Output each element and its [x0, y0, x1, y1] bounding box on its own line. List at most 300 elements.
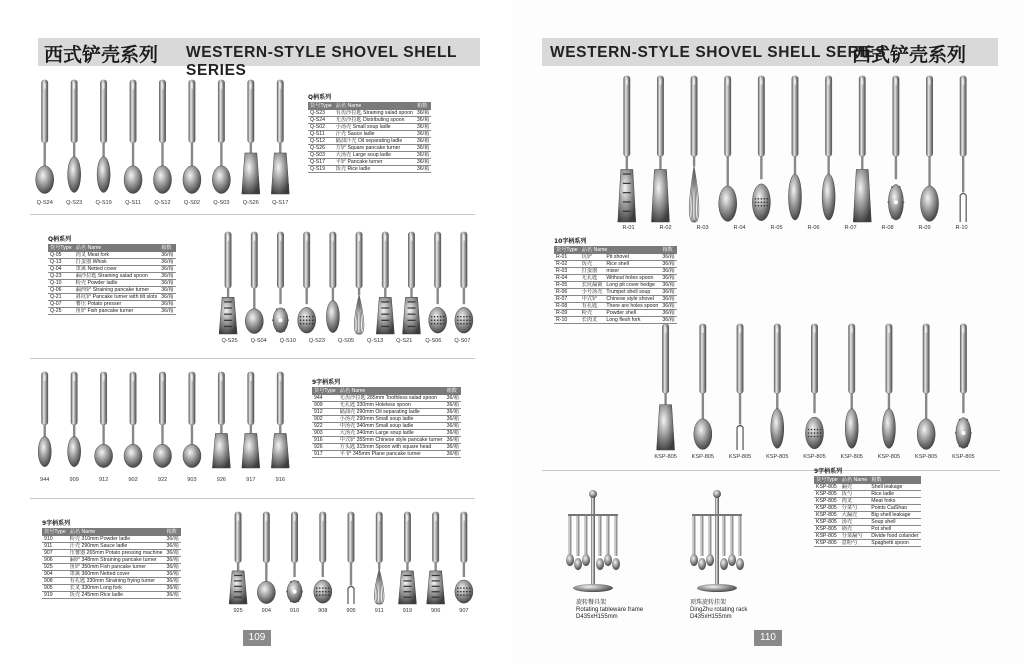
item-code-row [647, 454, 982, 464]
item-code-row [30, 477, 295, 487]
table-cell: 无齿沙拉匙 Distributing spoon [334, 117, 415, 124]
table-cell: 隔油汁壳 Oil separating ladle [334, 138, 415, 145]
table-row [308, 152, 431, 159]
item-code: R-09 [918, 225, 931, 231]
table-cell: 无孔匙 330mm Holeless spoon [338, 402, 445, 409]
item-code: 909 [69, 477, 79, 483]
table-row [42, 550, 181, 557]
table-cell: 有齿沙拉匙 Straining salad spoon [335, 110, 413, 116]
table-cell: Q-07 [48, 301, 74, 308]
table-row [554, 268, 677, 275]
column-header: 箱数 [869, 476, 920, 484]
table-cell: 小汤壳 290mm Small soup ladle [338, 416, 445, 423]
item-code: R-01 [622, 225, 635, 231]
item-code: 903 [187, 477, 197, 483]
table-cell: 36/箱 [446, 416, 459, 422]
item-code: Q-S24 [36, 200, 53, 206]
table-cell: 36/箱 [166, 592, 179, 598]
utensil-ladle [183, 372, 201, 468]
table-cell: 分菜漏勺 [840, 533, 870, 540]
item-code: Q-S23 [66, 200, 83, 206]
table-cell: 锅壳 [840, 526, 870, 533]
stand-size: D435xH155mm [690, 614, 732, 620]
utensil-slotted [398, 512, 416, 604]
utensil-row-9-handle [30, 370, 295, 470]
table-cell: 36/箱 [161, 294, 174, 300]
item-code: KSP-805 [728, 454, 752, 460]
table-cell: 36/箱 [662, 254, 675, 260]
table-row [554, 261, 677, 268]
item-code: Q-S03 [213, 200, 230, 206]
page-number: 109 [243, 630, 271, 646]
item-code: R-10 [955, 225, 968, 231]
table-cell: 925 [42, 564, 68, 571]
column-header: 品名 Name [580, 246, 661, 254]
table-title: Q柄系列 [48, 236, 72, 243]
item-code: Q-S21 [396, 338, 413, 344]
table-cell: 隔油壳 290mm Oil separating ladle [338, 409, 445, 416]
table-cell: 无孔匙 [580, 275, 605, 282]
table-cell: 36/箱 [166, 536, 179, 542]
utensil-row-10-handle [610, 74, 980, 224]
table-cell: 打蛋器 Whisk [74, 259, 160, 266]
utensil-pasta [888, 76, 905, 220]
item-code: Q-S26 [242, 200, 259, 206]
item-code-row [215, 338, 477, 348]
table-cell: 919 [42, 592, 68, 599]
utensil-slotted [427, 512, 445, 604]
item-code: KSP-805 [654, 454, 677, 460]
spec-table [554, 246, 677, 324]
spec-table [308, 102, 431, 173]
item-code: 925 [233, 608, 243, 614]
utensil-turner [651, 76, 669, 222]
table-row [312, 444, 461, 451]
table-cell: 902 [312, 416, 338, 423]
table-cell: 方铲 Square pancake turner [334, 145, 415, 152]
table-row [554, 275, 677, 282]
table-cell: There are holes spoon [606, 303, 659, 309]
table-cell: Q-S03 [308, 152, 334, 159]
table-cell: 910 [42, 536, 68, 543]
table-cell: 大汤壳 Large soup ladle [334, 152, 415, 159]
utensil-slotted [219, 232, 237, 334]
table-cell: Q-S19 [308, 166, 334, 173]
table-cell: 36/箱 [166, 557, 179, 563]
table-row [48, 266, 176, 273]
table-row [814, 505, 921, 512]
utensil-pasta [272, 232, 289, 333]
utensil-stand [566, 490, 620, 592]
table-cell: R-03 [554, 268, 580, 275]
table-cell: KSP-805 [814, 526, 840, 533]
table-cell: Meat forks [869, 498, 920, 505]
table-cell: 薯压 Potato presser [74, 301, 160, 308]
table-cell: Q-S11 [308, 131, 334, 138]
table-cell: 36/箱 [161, 259, 174, 265]
table-cell: 908 [42, 578, 68, 585]
table-cell: KSP-805 [814, 519, 840, 526]
table-cell: 36/箱 [416, 110, 430, 116]
product-table [554, 236, 677, 324]
table-row [42, 585, 181, 592]
table-cell: 36/箱 [161, 280, 174, 286]
table-title: 9字柄系列 [312, 379, 341, 386]
header-title-en: WESTERN-STYLE SHOVEL SHELL SERIES [186, 44, 457, 79]
table-cell: 36/箱 [161, 301, 174, 307]
item-code: Q-S13 [367, 338, 384, 344]
table-cell: Soup shell [869, 519, 920, 526]
item-code: R-04 [733, 225, 746, 231]
table-cell: Q-13 [48, 259, 74, 266]
item-code: 944 [40, 477, 50, 483]
product-table [308, 92, 431, 173]
table-row [554, 303, 677, 310]
utensil-skimmer [314, 512, 332, 603]
table-cell: 36/箱 [662, 289, 675, 295]
stand-caption [576, 600, 643, 621]
table-cell: 方头匙 315mm Spoon with square head [338, 444, 445, 451]
table-row [554, 289, 677, 296]
table-cell: 912 [312, 409, 338, 416]
table-cell: R-06 [554, 289, 580, 296]
table-cell: 905 [42, 585, 68, 592]
table-cell: 鱼铲 Fish pancake turner [74, 308, 160, 315]
table-cell: 饭壳 [580, 261, 605, 268]
table-row [308, 117, 431, 124]
table-cell: 有孔匙 330mm Straining frying turner [68, 578, 165, 585]
table-row [48, 301, 176, 308]
rotating-tableware-frame [558, 486, 628, 596]
item-code: 922 [157, 477, 168, 483]
table-row [48, 259, 176, 266]
table-cell: R-05 [554, 282, 580, 289]
table-cell: 鱼铲 350mm Fish pancake turner [68, 564, 165, 571]
table-cell: 大漏壳 [840, 512, 870, 519]
table-cell: KSP-805 [814, 498, 840, 505]
table-cell: Pot shell [869, 526, 920, 533]
utensil-fork [737, 324, 743, 450]
table-cell: 36/箱 [416, 138, 430, 144]
table-cell: Q-23 [48, 273, 74, 280]
table-row [554, 282, 677, 289]
table-cell: Q-06 [48, 287, 74, 294]
utensil-turner [853, 76, 871, 222]
item-code: 902 [128, 477, 138, 483]
table-cell: Q-21 [48, 294, 74, 301]
table-cell: 肉叉 [840, 498, 870, 505]
table-cell: Big shell leakage [869, 512, 920, 519]
item-code: R-06 [807, 225, 820, 231]
product-table [48, 234, 176, 315]
item-code: 904 [261, 608, 271, 614]
table-cell: Long pit cover hedge [604, 282, 660, 289]
table-cell: 36/箱 [416, 152, 430, 158]
stand-name-cn: 顶珠旋转挂架 [690, 600, 727, 606]
table-cell: R-01 [554, 254, 580, 261]
table-cell: 926 [312, 444, 338, 451]
utensil-skimmer [455, 512, 473, 603]
table-cell: 饭壳 Rice ladle [334, 166, 415, 173]
table-cell: Q-S23 [308, 110, 334, 117]
table-cell: 漏铲 348mm Straining pancake turner [68, 557, 165, 564]
utensil-ladle [183, 80, 201, 193]
table-cell: 944 [312, 395, 338, 402]
table-cell: Q-S26 [308, 145, 334, 152]
table-row [814, 491, 921, 498]
item-code: Q-S17 [272, 200, 289, 206]
table-cell: Trumpet shell soup [604, 289, 660, 296]
table-cell: 意粉勺 [840, 540, 870, 547]
table-cell: 36/箱 [446, 409, 459, 415]
item-code: 910 [289, 608, 300, 614]
table-cell: 36/箱 [662, 282, 675, 288]
utensil-slotted [229, 512, 247, 604]
table-row [312, 437, 461, 444]
table-row [48, 308, 176, 315]
table-cell: 36/箱 [161, 273, 174, 279]
column-header: 货号Type [556, 247, 578, 253]
table-row [48, 294, 176, 301]
table-cell: Spaghetti spoon [869, 540, 920, 547]
spec-table [48, 244, 176, 315]
utensil-ladle [212, 80, 230, 193]
utensil-slotted [403, 232, 421, 334]
item-code: 926 [216, 477, 227, 483]
table-cell: 漏壳 [840, 484, 870, 491]
table-cell: 36/箱 [446, 437, 459, 443]
table-cell: 肉叉 Meat fork [74, 252, 160, 259]
table-cell: 中式铲 355mm Chinese style pancake turner [339, 437, 443, 443]
table-cell: 罩篱 360mm Netted cover [68, 571, 165, 578]
item-code: R-08 [881, 225, 894, 231]
table-row [814, 512, 921, 519]
header-title-cn: 西式铲壳系列 [44, 44, 159, 66]
utensil-ladle [124, 80, 142, 193]
utensil-spoon [38, 372, 51, 467]
item-code: Q-S06 [425, 338, 442, 344]
table-cell: Chinese style shovel [604, 296, 660, 303]
table-row [42, 557, 181, 564]
utensil-turner [657, 324, 675, 450]
table-cell: 36/箱 [446, 395, 459, 401]
utensil-stand [690, 490, 744, 592]
stand-name-cn: 旋转餐具架 [576, 600, 607, 606]
table-cell: Q-S24 [308, 117, 334, 124]
table-cell: 汁壳 290mm Sauce ladle [68, 543, 165, 550]
table-cell: 36/箱 [166, 550, 179, 556]
table-cell: 坑铲 [580, 254, 605, 261]
item-code: Q-S25 [221, 338, 238, 344]
item-code: KSP-805 [691, 454, 715, 460]
item-code: KSP-805 [840, 454, 863, 460]
item-code: Q-S19 [95, 200, 112, 206]
table-cell: KSP-805 [814, 533, 840, 540]
page-number: 110 [754, 630, 782, 646]
utensil-fork [348, 512, 354, 604]
utensil-turner [242, 80, 260, 194]
table-cell: 36/箱 [446, 423, 459, 429]
table-title: Q柄系列 [308, 94, 332, 101]
table-cell: 小汤壳 Small soup ladle [334, 124, 415, 131]
utensil-spoon [326, 232, 339, 333]
column-header: 货号Type [314, 388, 336, 394]
table-cell: 分菜勺 [840, 505, 870, 512]
table-cell: 大汤壳 340mm Large soup ladle [338, 430, 445, 437]
column-header: 箱数 [445, 387, 461, 395]
table-cell: Shell leakage [869, 484, 920, 491]
table-cell: R-04 [554, 275, 580, 282]
table-cell: 36/箱 [166, 585, 179, 591]
item-code: KSP-805 [877, 454, 901, 460]
item-code-row [224, 608, 478, 618]
utensil-spoon [822, 76, 835, 220]
table-row [48, 280, 176, 287]
table-cell: Divide food colander [871, 533, 919, 539]
table-cell: 36/箱 [662, 303, 675, 309]
section-divider [30, 498, 475, 499]
column-header: 货号Type [310, 103, 332, 109]
item-code: 907 [459, 608, 469, 614]
table-cell: 长叉 330mm Long fork [68, 585, 165, 592]
table-cell: 36/箱 [416, 117, 430, 123]
table-cell: KSP-805 [814, 505, 840, 512]
item-code: KSP-805 [914, 454, 938, 460]
item-code: 905 [346, 608, 356, 614]
utensil-row-9-handle-2 [224, 510, 478, 606]
column-header: 品名 Name [68, 528, 165, 536]
utensil-skimmer [298, 232, 316, 333]
dingzhu-rotating-rack [682, 486, 752, 596]
utensil-pasta [286, 512, 303, 603]
utensil-row-q-handle-2 [215, 230, 477, 336]
table-cell: Q-04 [48, 266, 74, 273]
item-code: 912 [98, 477, 109, 483]
stand-size: D435xH155mm [576, 614, 618, 620]
section-divider [30, 214, 475, 215]
utensil-ladle [921, 76, 939, 221]
utensil-ladle [154, 372, 172, 468]
utensil-fork [960, 76, 966, 222]
table-cell: 粉壳 [580, 310, 605, 317]
column-header: 箱数 [660, 246, 676, 254]
table-cell: mixer [604, 268, 660, 275]
table-row [42, 592, 181, 599]
table-cell: R-09 [554, 310, 580, 317]
table-cell: 长肉叉 [580, 317, 605, 324]
table-cell: 饭勺 [840, 491, 870, 498]
table-cell: 斜坑铲 Pancake turner with tilt slots [75, 294, 158, 300]
utensil-spoon [845, 324, 858, 448]
table-cell: 漏西铲 Straining pancake turner [74, 287, 160, 294]
table-header-row [48, 244, 176, 252]
table-cell: 漏沙拉匙 Straining salad spoon [74, 273, 160, 280]
utensil-slotted [376, 232, 394, 334]
table-cell: 916 [312, 437, 338, 444]
table-row [554, 310, 677, 317]
table-header-row [42, 528, 181, 536]
table-row [42, 571, 181, 578]
table-cell: 36/箱 [161, 252, 174, 258]
table-row [48, 287, 176, 294]
utensil-skimmer [752, 76, 770, 221]
table-cell: Points CaiShao [869, 505, 920, 512]
item-code: R-02 [659, 225, 672, 231]
table-row [312, 416, 461, 423]
table-header-row [312, 387, 461, 395]
utensil-spoon [789, 76, 802, 220]
utensil-ladle [124, 372, 142, 468]
section-divider [542, 470, 1000, 471]
utensil-spoon [771, 324, 784, 448]
column-header: 品名 Name [334, 102, 415, 110]
table-cell: 有孔匙 [580, 303, 605, 310]
utensil-ladle [154, 80, 172, 193]
utensil-row-q-handle [30, 78, 295, 196]
table-cell: 汤壳 [840, 519, 870, 526]
table-header-row [554, 246, 677, 254]
table-row [814, 498, 921, 505]
spec-table [42, 528, 181, 599]
product-table [814, 466, 921, 547]
item-code: 906 [430, 608, 441, 614]
table-cell: 中汤壳 340mm Small soup ladle [338, 423, 445, 430]
table-row [312, 402, 461, 409]
column-header: 货号Type [44, 529, 66, 535]
item-code: Q-S05 [337, 338, 355, 344]
utensil-ladle [36, 80, 54, 193]
table-cell: KSP-805 [814, 484, 840, 491]
table-cell: 911 [42, 543, 68, 550]
table-cell: 36/箱 [446, 451, 459, 457]
product-table [312, 377, 461, 458]
table-title: 9字柄系列 [814, 468, 843, 475]
column-header: 货号Type [50, 245, 72, 251]
table-row [308, 124, 431, 131]
item-code: 911 [374, 608, 384, 614]
table-cell: 36/箱 [416, 131, 430, 137]
stand-name-en: DingZhu rotating rack [690, 607, 748, 613]
item-code: KSP-805 [766, 454, 789, 460]
table-cell: 长坑漏篱 [581, 282, 603, 288]
table-cell: 36/箱 [166, 543, 179, 549]
table-row [554, 296, 677, 303]
column-header: 货号Type [816, 477, 838, 483]
table-cell: 罩篱 Netted cover [74, 266, 160, 273]
section-divider [30, 358, 475, 359]
table-cell: R-10 [554, 317, 580, 324]
utensil-spoon [68, 80, 81, 192]
item-code: Q-S07 [454, 338, 471, 344]
table-row [312, 430, 461, 437]
table-cell: 36/箱 [416, 145, 430, 151]
table-row [814, 519, 921, 526]
table-cell: 907 [42, 550, 68, 557]
item-code: KSP-805 [952, 454, 975, 460]
table-row [308, 145, 431, 152]
table-cell: 36/箱 [446, 402, 459, 408]
header-title-en: WESTERN-STYLE SHOVEL SHELL SERIES [550, 44, 887, 61]
table-cell: 36/箱 [662, 268, 675, 274]
item-code-row [610, 225, 980, 235]
table-title: 9字柄系列 [42, 520, 71, 527]
table-cell: 917 [312, 451, 338, 458]
table-cell: KSP-805 [814, 512, 840, 519]
table-cell: Powder shell [604, 310, 660, 317]
table-row [312, 423, 461, 430]
table-cell: 36/箱 [161, 308, 174, 314]
item-code: Q-S23 [308, 338, 325, 344]
